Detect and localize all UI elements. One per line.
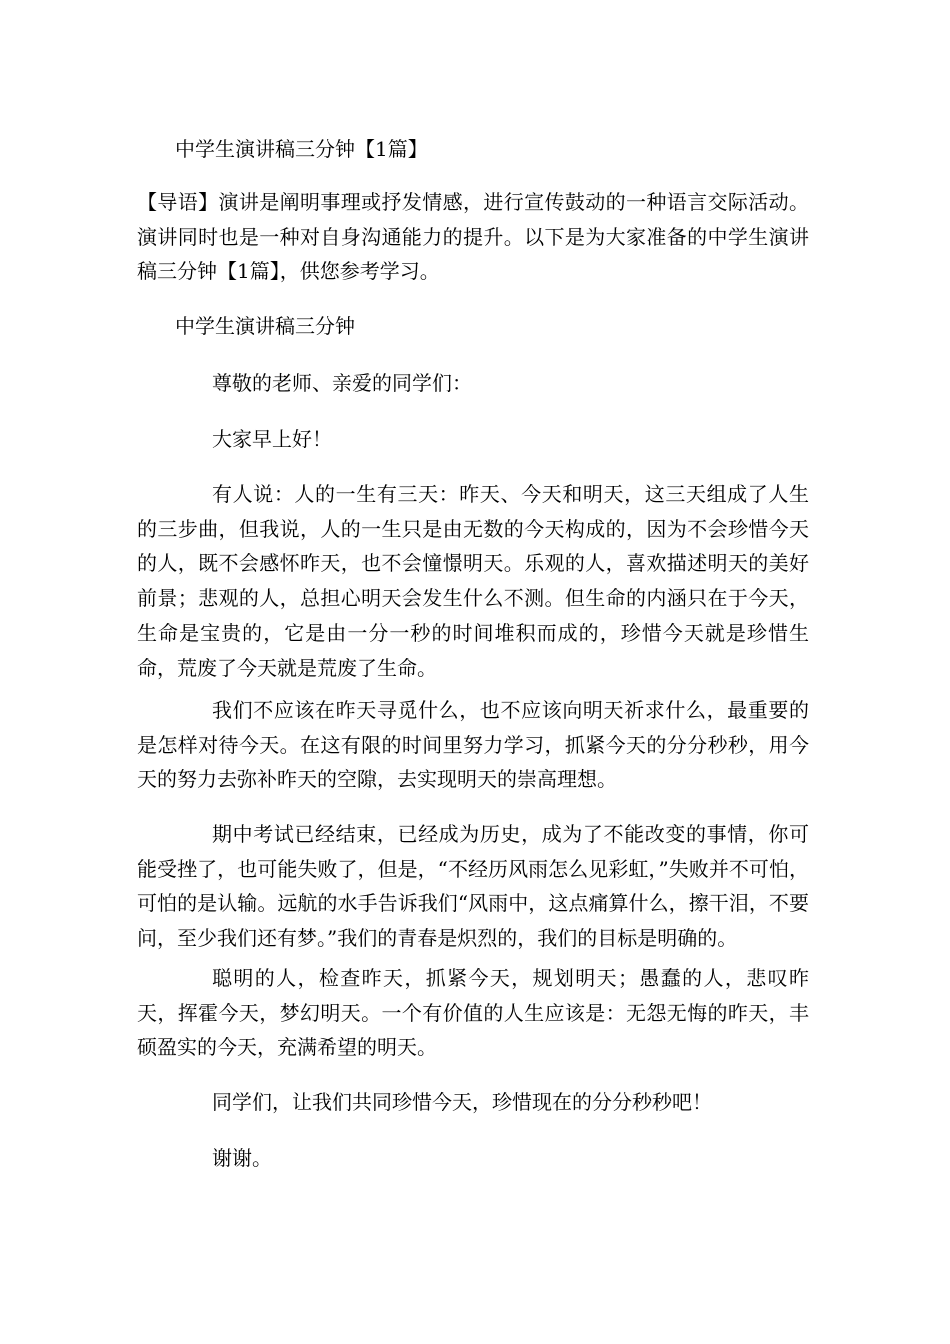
body-paragraph-4: 聪明的人，检查昨天，抓紧今天，规划明天；愚蠢的人，悲叹昨天，挥霍今天，梦幻明天。一个有价值的人生应该是：无怨无悔的昨天，丰硕盈实的今天，充满希望的明天。 (137, 966, 809, 1060)
salutation: 尊敬的老师、亲爱的同学们： (212, 371, 472, 395)
closing-line: 同学们，让我们共同珍惜今天，珍惜现在的分分秒秒吧！ (212, 1090, 712, 1114)
body-paragraph-2: 我们不应该在昨天寻觅什么，也不应该向明天祈求什么，最重要的是怎样对待今天。在这有限的时间里努力学习，抓紧今天的分分秒秒，用今天的努力去弥补昨天的空隙，去实现明天的崇高理想。 (137, 698, 809, 792)
greeting: 大家早上好！ (212, 427, 332, 451)
thanks-line: 谢谢。 (212, 1146, 272, 1170)
body-paragraph-3: 期中考试已经结束，已经成为历史，成为了不能改变的事情，你可能受挫了，也可能失败了，但是，“不经历风雨怎么见彩虹，”失败并不可怕，可怕的是认输。远航的水手告诉我们“风雨中，这点痛算什么，擦干泪，不要问，至少我们还有梦。”我们的青春是炽烈的，我们的目标是明确的。 (137, 822, 809, 951)
intro-paragraph: 【导语】演讲是阐明事理或抒发情感，进行宣传鼓动的一种语言交际活动。演讲同时也是一种对自身沟通能力的提升。以下是为大家准备的中学生演讲稿三分钟【1篇】，供您参考学习。 (137, 190, 809, 284)
document-title: 中学生演讲稿三分钟【1篇】 (175, 137, 428, 161)
body-paragraph-1: 有人说：人的一生有三天：昨天、今天和明天，这三天组成了人生的三步曲，但我说，人的一生只是由无数的今天构成的，因为不会珍惜今天的人，既不会感怀昨天，也不会憧憬明天。乐观的人，喜欢描述明天的美好前景；悲观的人，总担心明天会发生什么不测。但生命的内涵只在于今天，生命是宝贵的，它是由一分一秒的时间堆积而成的，珍惜今天就是珍惜生命，荒废了今天就是荒废了生命。 (137, 482, 809, 680)
section-title: 中学生演讲稿三分钟 (175, 314, 355, 338)
